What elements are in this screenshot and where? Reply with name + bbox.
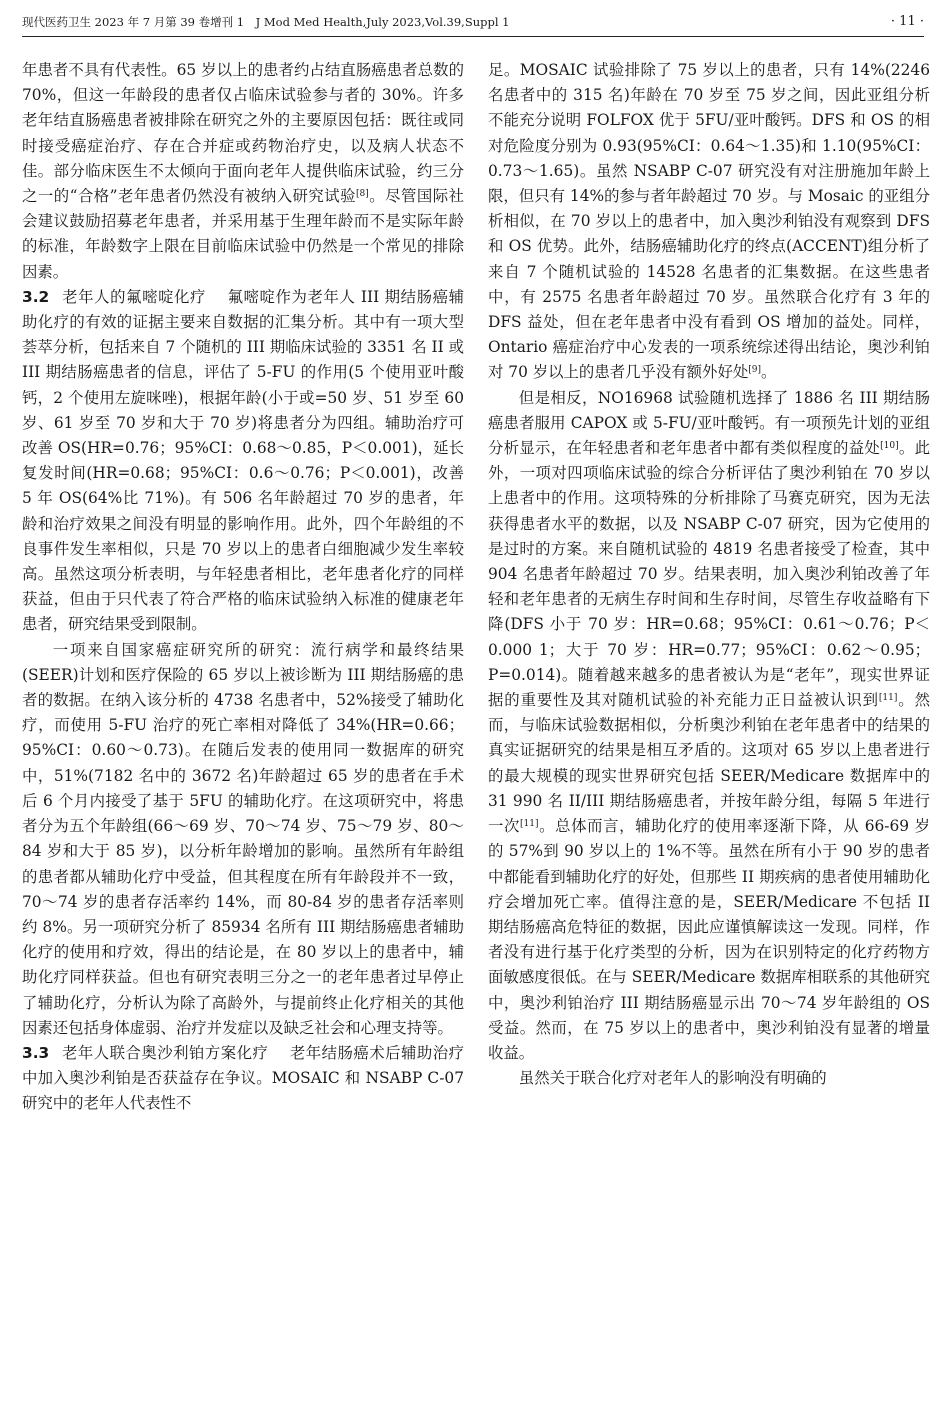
citation-ref: [9] [748,365,761,376]
citation-ref: [11] [878,693,898,704]
section-title: 老年人联合奥沙利铂方案化疗 [61,1043,269,1062]
paragraph [22,58,464,285]
paragraph-text: 。尽管国际社会建议鼓励招募老年患者，并采用基于生理年龄而不是实际年龄的标准，年龄数字上限在目前临床试验中仍然是一个常见的排除因素。 [22,187,464,281]
paragraph: 虽然关于联合化疗对老年人的影响没有明确的 [518,1069,827,1088]
paragraph-text: 氟嘧啶作为老年人 III 期结肠癌辅助化疗的有效的证据主要来自数据的汇集分析。其中有一项大型荟萃分析，包括来自 7 个随机的 III 期临床试验的 3351 名 II 或 III 期结肠癌患者的信息，评估了 5-FU 的作用(5 个使用亚叶酸钙，2 个使用左旋咪唑)，根据年龄(小于或=50 岁、51 岁至 60 岁、61 岁至 70 岁和大于 70 岁)将患者分为四组。辅助治疗可改善 OS(HR=0.76；95%CI：0.68～0.85，P＜0.001)，延长复发时间(HR=0.68；95%CI：0.6～0.76；P＜0.001)，改善 5 年 OS(64%比 71%)。有 506 名年龄超过 70 岁的患者，年龄和治疗效果之间没有明显的影响作用。此外，四个年龄组的不良事件发生率相似，只是 70 岁以上的患者白细胞减少发生率较高。虽然这项分析表明，与年轻患者相比，老年患者化疗的同样获益，但由于只代表了符合严格的临床试验纳入标准的健康老年患者，研究结果受到限制。 [22,287,464,634]
journal-info: 现代医药卫生 2023 年 7 月第 39 卷增刊 1 J Mod Med Health,July 2023,Vol.39,Suppl 1 [22,15,510,29]
paragraph-text: 年患者不具有代表性。65 岁以上的患者约占结直肠癌患者总数的 70%，但这一年龄段的患者仅占临床试验参与者的 30%。许多老年结直肠癌患者被排除在研究之外的主要原因包括：既往或同时接受癌症治疗、存在合并症或药物治疗史，以及病人状态不佳。部分临床医生不太倾向于面向老年人提供临床试验，约三分之一的“合格”老年患者仍然没有被纳入研究试验 [22,61,464,206]
paragraph-text: 。 [760,363,777,382]
paragraph: 一项来自国家癌症研究所的研究：流行病学和最终结果(SEER)计划和医疗保险的 65 岁以上被诊断为 III 期结肠癌的患者的数据。在纳入该分析的 4738 名患者中，52%接受了辅助化疗，而使用 5-FU 治疗的死亡率相对降低了 34%(HR=0.66；95%CI：0.60～0.73)。在随后发表的使用同一数据库的研究中，51%(7182 名中的 3672 名)年龄超过 65 岁的患者在手术后 6 个月内接受了基于 5FU 的辅助化疗。在这项研究中，将患者分为五个年龄组(66～69 岁、70～74 岁、75～79 岁、80～84 岁和大于 85 岁)，以分析年龄增加的影响。虽然所有年龄组的患者都从辅助化疗中受益，但其程度在所有年龄段并不一致，70～74 岁的患者存活率约 14%，而 80-84 岁的患者存活率则约 8%。另一项研究分析了 85934 名所有 III 期结肠癌患者辅助化疗的使用和疗效，得出的结论是，在 80 岁以上的患者中，辅助化疗同样获益。但也有研究表明三分之一的老年患者过早停止了辅助化疗，分析认为除了高龄外，与提前终止化疗相关的其他因素还包括身体虚弱、治疗并发症以及缺乏社会和心理支持等。 [22,640,464,1037]
paragraph [488,58,930,386]
citation-ref: [8] [356,189,369,200]
paragraph-text: 老年结肠癌术后辅助治疗中加入奥沙利铂是否获益存在争议。MOSAIC 和 NSABP C-07 研究中的老年人代表性不 [22,1043,464,1113]
paragraph-text: 。总体而言，辅助化疗的使用率逐渐下降，从 66-69 岁的 57%到 90 岁以上的 1%不等。虽然在所有小于 90 岁的患者中都能看到辅助化疗的好处，但那些 II 期疾病的患者使用辅助化疗会增加死亡率。值得注意的是，SEER/Medicare 不包括 II 期结肠癌高危特征的数据，因此应谨慎解读这一发现。同样，作者没有进行基于化疗类型的分析，因为在识别特定的化疗药物方面敏感度很低。在与 SEER/Medicare 数据库相联系的其他研究中，奥沙利铂治疗 III 期结肠癌显示出 70～74 岁年龄组的 OS 受益。然而，在 75 岁以上的患者中，奥沙利铂没有显著的增量收益。 [488,817,930,1062]
section-number: 3.3 [22,1043,50,1062]
left-column [22,58,464,1117]
section-number: 3.2 [22,287,50,306]
citation-ref: [11] [520,819,539,830]
running-header [22,10,924,37]
section-title: 老年人的氟嘧啶化疗 [61,287,207,306]
paragraph-text: 。此外，一项对四项临床试验的综合分析评估了奥沙利铂在 70 岁以上患者中的作用。这项特殊的分析排除了马赛克研究，因为无法获得患者水平的数据，以及 NSABP C-07 研究，因为它使用的是过时的方案。来自随机试验的 4819 名患者接受了检查，其中 904 名患者年龄超过 70 岁。结果表明，加入奥沙利铂改善了年轻和老年患者的无病生存时间和生存时间，尽管生存收益略有下降(DFS 小于 70 岁：HR=0.68；95%CI：0.61～0.76；P＜0.000 1；大于 70 岁：HR=0.77；95%CI：0.62～0.95；P=0.014)。随着越来越多的患者被认为是“老年”，现实世界证据的重要性及其对随机试验的补充能力正日益被认识到 [488,439,930,710]
section-3-3 [22,1041,464,1117]
paragraph-text: 但是相反，NO16968 试验随机选择了 1886 名 III 期结肠癌患者服用 CAPOX 或 5-FU/亚叶酸钙。有一项预先计划的亚组分析显示，在年轻患者和老年患者中都有类似程度的益处 [488,388,930,458]
paragraph-text: 。然而，与临床试验数据相似，分析奥沙利铂在老年患者中的结果的真实证据研究的结果是相互矛盾的。这项对 65 岁以上患者进行的最大规模的现实世界研究包括 SEER/Medicare 数据库中的 31 990 名 II/III 期结肠癌患者，并按年龄分组，每隔 5 年进行一次 [488,691,930,836]
citation-ref: [10] [880,441,899,452]
right-column [488,58,930,1091]
section-3-2 [22,285,464,638]
paragraph [488,386,930,1066]
page-number: · 11 · [890,14,924,29]
paragraph-text: 足。MOSAIC 试验排除了 75 岁以上的患者，只有 14%(2246 名患者中的 315 名)年龄在 70 岁至 75 岁之间，因此亚组分析不能充分说明 FOLFOX 优于 5FU/亚叶酸钙。DFS 和 OS 的相对危险度分别为 0.93(95%CI：0.64～1.35)和 1.10(95%CI：0.73～1.65)。虽然 NSABP C-07 研究没有对注册施加年龄上限，但只有 14%的参与者年龄超过 70 岁。与 Mosaic 的亚组分析相似，在 70 岁以上的患者中，加入奥沙利铂没有观察到 DFS 和 OS 优势。此外，结肠癌辅助化疗的终点(ACCENT)组分析了来自 7 个随机试验的 14528 名患者的汇集数据。在这些患者中，有 2575 名患者年龄超过 70 岁。虽然联合化疗有 3 年的 DFS 益处，但在老年患者中没有看到 OS 增加的益处。同样，Ontario 癌症治疗中心发表的一项系统综述得出结论，奥沙利铂对 70 岁以上的患者几乎没有额外好处 [488,61,930,382]
